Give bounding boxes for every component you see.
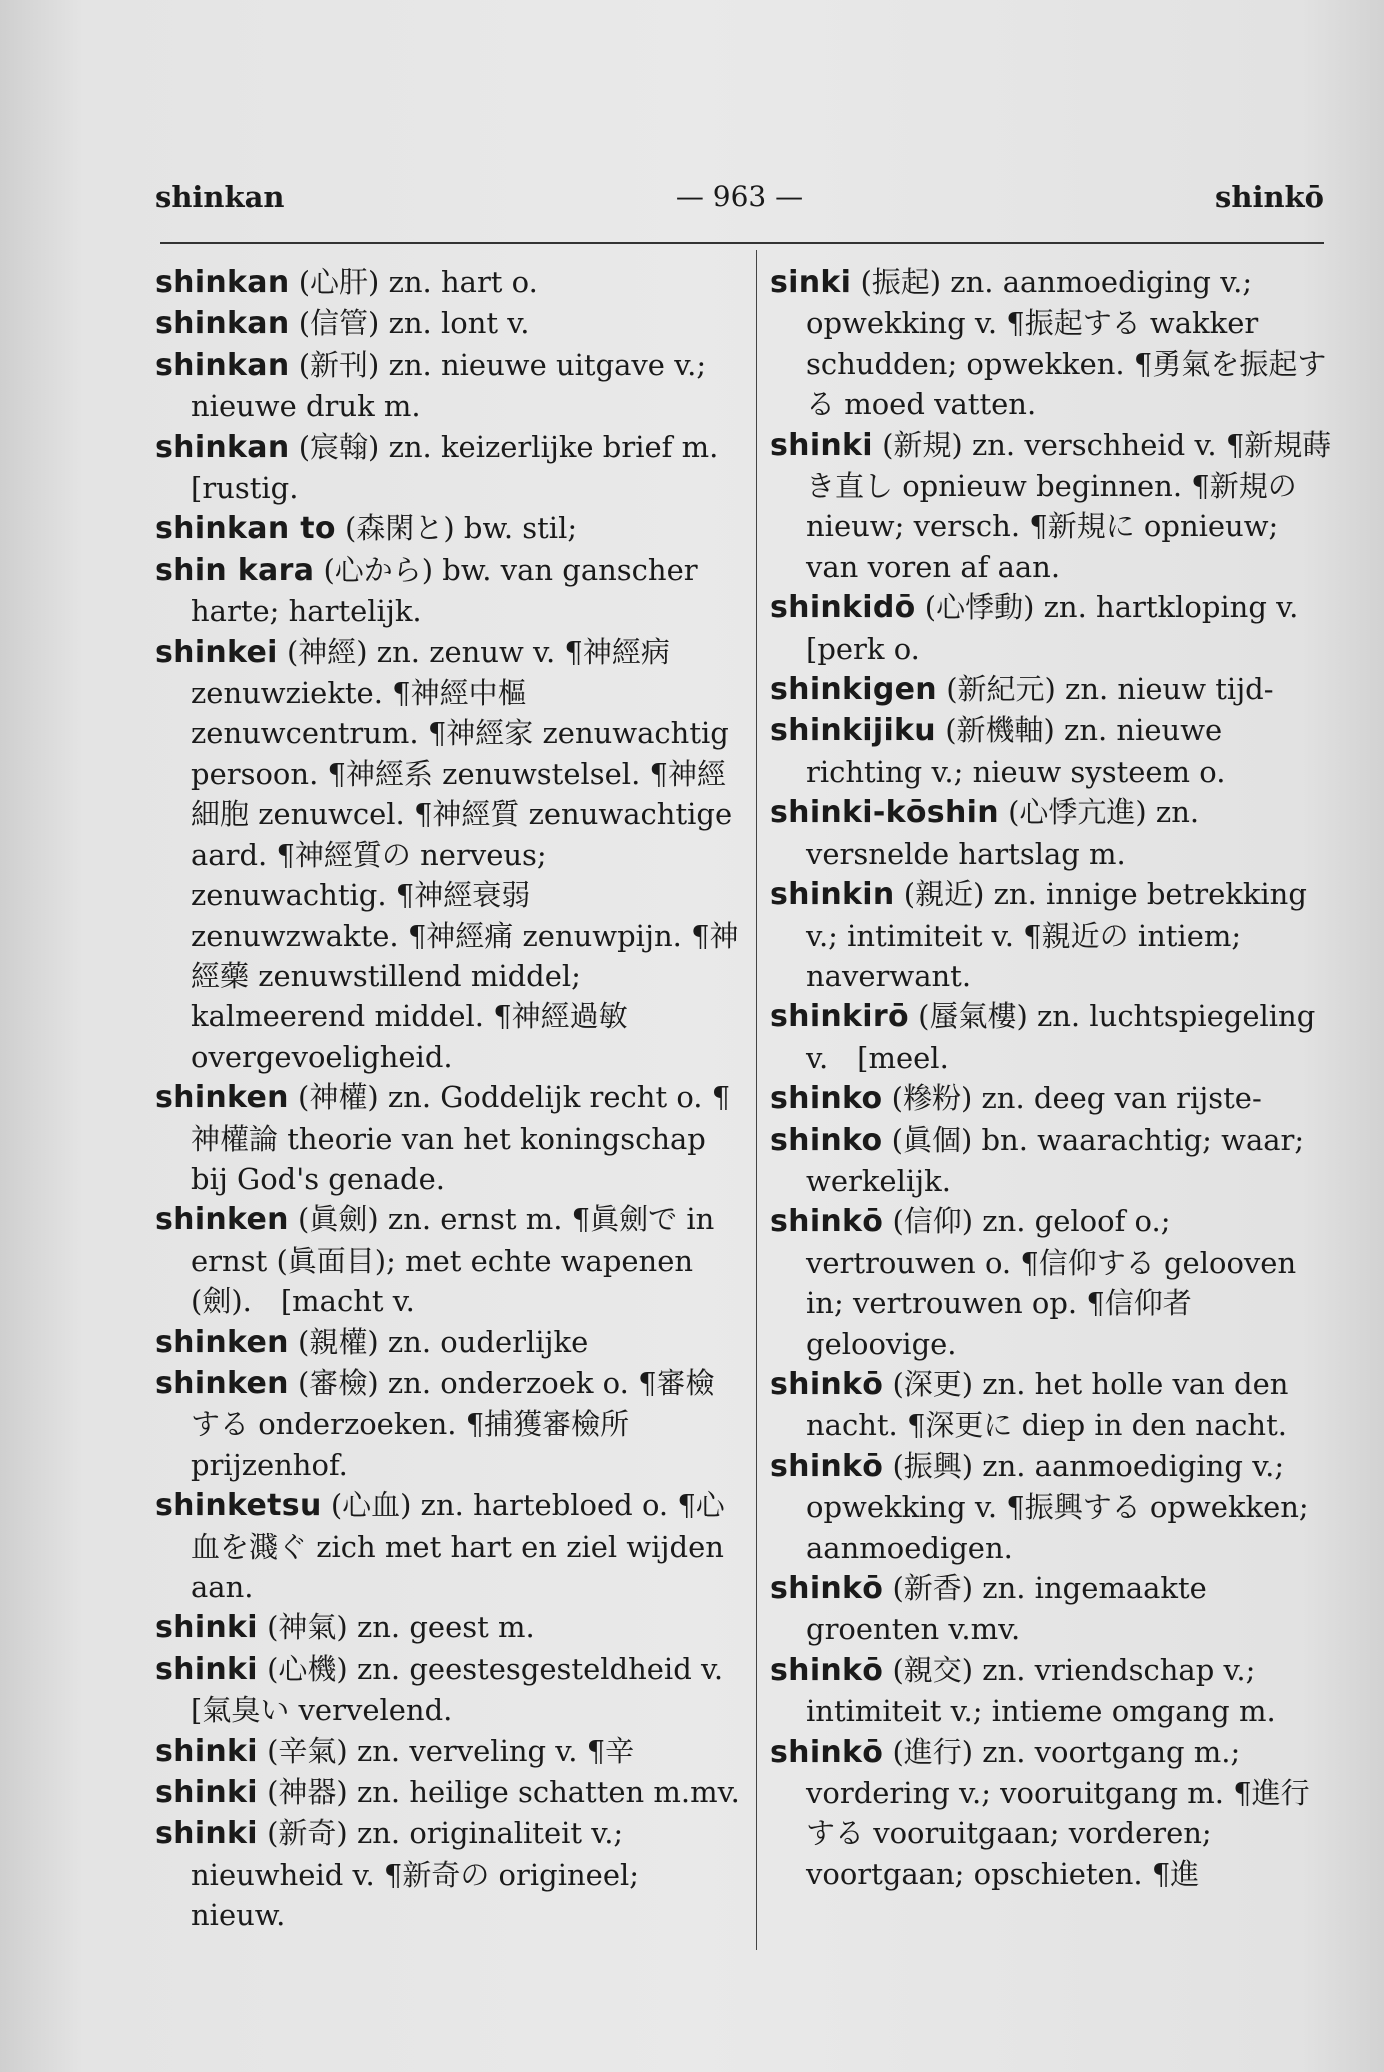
entry-headword: shinkō: [770, 1366, 884, 1402]
dictionary-entry: [155, 427, 777, 509]
entry-definition: (眞劍) zn. ernst m. ¶眞劍で in ernst (眞面目); met echte wapenen (劍). [macht v.: [191, 1202, 715, 1319]
entry-headword: shinkan: [155, 429, 290, 465]
entry-headword: shinkan: [155, 265, 290, 300]
dictionary-entry: [770, 1120, 1336, 1202]
entry-definition: (新香) zn. ingemaakte groenten v.mv.: [806, 1571, 1207, 1647]
entry-headword: shinki: [155, 1775, 258, 1811]
entry-headword: shinki: [155, 1610, 258, 1646]
entry-headword: shinkei: [155, 634, 278, 670]
entry-headword: shinken: [155, 1365, 289, 1401]
entry-definition: (信仰) zn. geloof o.; vertrouwen o. ¶信仰する gelooven in; vertrouwen op. ¶信仰者 geloovige.: [806, 1204, 1297, 1361]
entry-definition: (審檢) zn. onderzoek o. ¶審檢する onderzoeken. ¶捕獲審檢所 prijzenhof.: [191, 1365, 715, 1482]
entry-definition: (眞個) bn. waarachtig; waar; werkelijk.: [806, 1122, 1305, 1198]
entry-headword: shinkō: [770, 1734, 884, 1770]
dictionary-entry: [155, 1772, 740, 1813]
entry-definition: (深更) zn. het holle van den nacht. ¶深更に diep in den nacht.: [806, 1366, 1289, 1443]
entry-definition: (振起) zn. aanmoediging v.; opwekking v. ¶振起する wakker schudden; opwekken. ¶勇氣を振起する moed vatten.: [806, 265, 1327, 422]
entry-definition: (森閑と) bw. stil;: [345, 511, 578, 546]
dictionary-entry: [770, 1732, 1336, 1895]
entry-definition: (心機) zn. geestesgesteldheid v. [氣臭い vervelend.: [191, 1651, 753, 1728]
entry-headword: shinkō: [770, 1204, 884, 1240]
entry-definition: (蜃氣樓) zn. luchtspiegeling v. [meel.: [806, 999, 1316, 1075]
entry-headword: sinki: [770, 265, 852, 300]
entry-definition: (振興) zn. aanmoediging v.; opwekking v. ¶振興する opwekken; aanmoedigen.: [806, 1448, 1309, 1565]
dictionary-entry: [155, 303, 740, 344]
entry-definition: (心肝) zn. hart o.: [298, 265, 538, 299]
entry-headword: shinkan: [155, 306, 290, 342]
page-header: [155, 180, 1324, 226]
dictionary-entry: [155, 1607, 740, 1648]
dictionary-entry: [155, 1485, 740, 1607]
dictionary-entry: [770, 1650, 1336, 1732]
entry-definition: (新刊) zn. nieuwe uitgave v.; nieuwe druk m.: [191, 347, 707, 424]
entry-headword: shinken: [155, 1080, 289, 1116]
entry-definition: (心悸亢進) zn. versnelde hartslag m.: [806, 795, 1200, 871]
dictionary-entry: [155, 1649, 753, 1731]
entry-headword: shinkin: [770, 877, 895, 913]
entry-definition: (神器) zn. heilige schatten m.mv.: [267, 1775, 740, 1810]
entry-definition: (新奇) zn. originaliteit v.; nieuwheid v. ¶新奇の origineel; nieuw.: [191, 1816, 640, 1933]
left-column: [155, 262, 777, 1972]
entry-headword: shinki: [155, 1733, 258, 1769]
entry-headword: shinken: [155, 1202, 289, 1238]
page-number: — 963 —: [675, 180, 804, 213]
dictionary-entry: [155, 1813, 740, 1935]
entry-definition: (心から) bw. van ganscher harte; hartelijk.: [191, 552, 698, 629]
entry-definition: (糝粉) zn. deeg van rijste-: [891, 1081, 1262, 1116]
entry-definition: (親交) zn. vriendschap v.; intimiteit v.; intieme omgang m.: [806, 1652, 1276, 1729]
header-rule: [160, 242, 1324, 244]
dictionary-entry: [770, 710, 1336, 792]
right-column: [770, 262, 1336, 1972]
dictionary-entry: [155, 1363, 740, 1485]
entry-headword: shinkirō: [770, 999, 909, 1035]
dictionary-entry: [770, 1364, 1336, 1446]
dictionary-entry: [770, 996, 1336, 1078]
dictionary-entry: [770, 669, 1336, 710]
entry-definition: (辛氣) zn. verveling v. ¶辛: [267, 1733, 635, 1768]
dictionary-entry: [155, 345, 740, 427]
entry-definition: (神經) zn. zenuw v. ¶神經病 zenuwziekte. ¶神經中樞 zenuwcentrum. ¶神經家 zenuwachtig persoon. ¶神經系 zenuwstelsel. ¶神經細胞 zenuwcel. ¶神經質 zenuwachtige aard. ¶神經質の nerveus; zenuwachtig. ¶神經衰弱 zenuwzwakte. ¶神經痛 zenuwpijn. ¶神經藥 zenuwstillend middel; kalmeerend middel. ¶神經過敏 overgevoeligheid.: [191, 634, 739, 1074]
dictionary-entry: [770, 1568, 1336, 1650]
entry-definition: (進行) zn. voortgang m.; vordering v.; vooruitgang m. ¶進行する vooruitgaan; vorderen; voortgaan; opschieten. ¶進: [806, 1734, 1310, 1891]
entry-headword: shinkan: [155, 347, 290, 383]
dictionary-entry: [155, 632, 740, 1077]
entry-headword: shinki-kōshin: [770, 795, 999, 831]
dictionary-entry: [155, 1322, 740, 1363]
dictionary-entry: [770, 792, 1336, 874]
entry-headword: shinkijiku: [770, 713, 936, 749]
entry-definition: (信管) zn. lont v.: [298, 306, 530, 341]
dictionary-entry: [770, 262, 1336, 425]
dictionary-entry: [770, 1446, 1336, 1568]
entry-definition: (心悸動) zn. hartkloping v. [perk o.: [806, 590, 1328, 666]
dictionary-entry: [770, 1201, 1336, 1364]
dictionary-entry: [770, 425, 1336, 588]
dictionary-entry: [770, 874, 1336, 996]
entry-headword: shinki: [155, 1651, 258, 1687]
entry-definition: (新規) zn. verschheid v. ¶新規蒔き直し opnieuw beginnen. ¶新規の nieuw; versch. ¶新規に opnieuw; van voren af aan.: [806, 427, 1332, 584]
entry-headword: shinki: [770, 427, 873, 463]
entry-headword: shinkō: [770, 1652, 884, 1688]
entry-headword: shinkidō: [770, 590, 916, 626]
entry-headword: shinkan to: [155, 511, 336, 547]
dictionary-entry: [155, 1199, 740, 1321]
entry-definition: (宸翰) zn. keizerlijke brief m. [rustig.: [191, 429, 777, 506]
dictionary-entry: [155, 550, 740, 632]
dictionary-entry: [155, 1731, 740, 1772]
entry-definition: (心血) zn. hartebloed o. ¶心血を濺ぐ zich met hart en ziel wijden aan.: [191, 1488, 725, 1604]
right-guide-word: shinkō: [1215, 180, 1324, 214]
dictionary-entry: [770, 1078, 1336, 1119]
entry-headword: shinko: [770, 1081, 883, 1117]
entry-headword: shinko: [770, 1122, 883, 1158]
entry-definition: (新機軸) zn. nieuwe richting v.; nieuw systeem o.: [806, 713, 1226, 789]
dictionary-entry: [155, 262, 740, 303]
entry-headword: shinkō: [770, 1571, 884, 1606]
entry-headword: shinkigen: [770, 672, 937, 708]
entry-definition: (神權) zn. Goddelijk recht o. ¶神權論 theorie van het koningschap bij God's genade.: [191, 1080, 731, 1196]
entry-headword: shinken: [155, 1324, 289, 1360]
dictionary-entry: [155, 1077, 740, 1199]
entry-definition: (親權) zn. ouderlijke: [298, 1324, 589, 1359]
dictionary-entry: [155, 508, 740, 549]
entry-definition: (親近) zn. innige betrekking v.; intimiteit v. ¶親近の intiem; naverwant.: [806, 877, 1307, 993]
column-divider: [756, 250, 757, 1950]
dictionary-entry: [770, 587, 1336, 669]
entry-definition: (神氣) zn. geest m.: [267, 1610, 535, 1645]
entry-headword: shinkō: [770, 1448, 884, 1484]
entry-headword: shinketsu: [155, 1488, 322, 1524]
entry-headword: shinki: [155, 1816, 258, 1852]
entry-definition: (新紀元) zn. nieuw tijd-: [946, 672, 1274, 707]
left-guide-word: shinkan: [155, 180, 285, 214]
entry-headword: shin kara: [155, 552, 315, 588]
